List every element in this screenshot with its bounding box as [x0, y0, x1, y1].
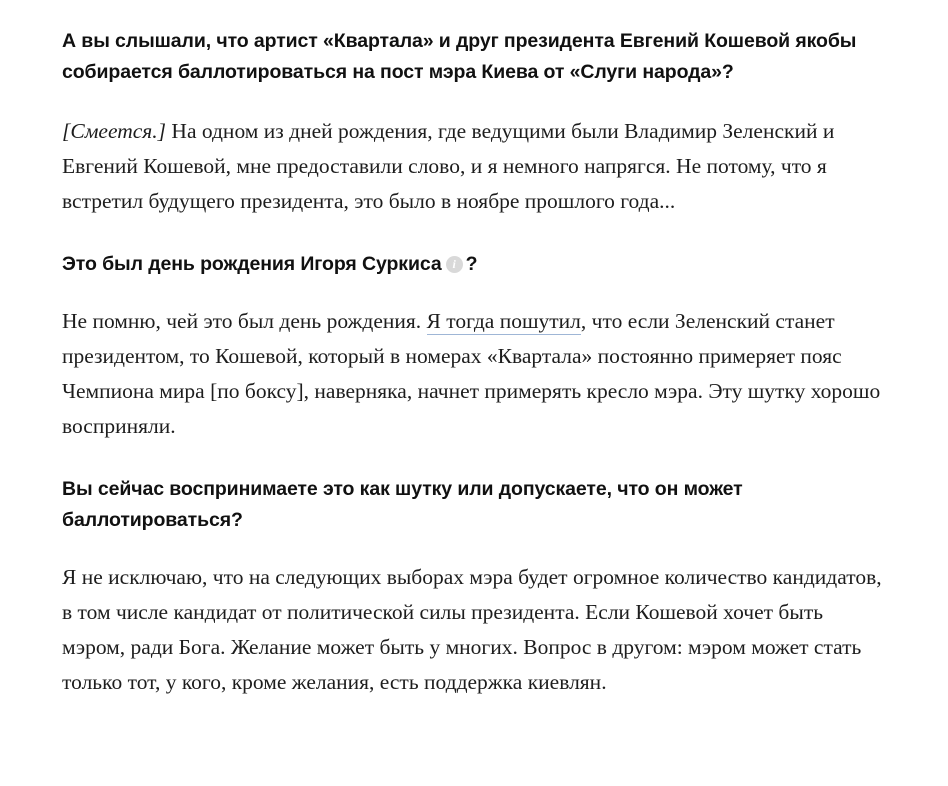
answer-3: Я не исключаю, что на следующих выборах мэра будет огромное количество кандидатов, в том числе кандидат от политической силы президента. Если Кошевой хочет быть мэром, ради Бога. Желание может быть у многих. Вопрос в другом: мэром может стать только тот, у кого, кроме желания, есть поддержка киевлян. [62, 565, 882, 694]
question-2-suffix: ? [465, 253, 478, 275]
info-icon[interactable]: i [446, 256, 463, 273]
answer-1-laughs-note: [Смеется.] [62, 119, 167, 143]
answer-1-text: На одном из дней рождения, где ведущими были Владимир Зеленский и Евгений Кошевой, мне предоставили слово, и я немного напрягся. Не потому, что я встретил будущего президента, это было в ноябре прошлого года... [62, 119, 835, 213]
inline-link-joke[interactable]: Я тогда пошутил [426, 309, 581, 333]
question-2 [62, 249, 884, 280]
question-1: А вы слышали, что артист «Квартала» и друг президента Евгений Кошевой якобы собирается баллотироваться на пост мэра Киева от «Слуги народа»? [62, 30, 857, 83]
question-2-text: Это был день рождения Игоря Суркиса [62, 253, 442, 275]
answer-1 [62, 114, 884, 219]
question-3: Вы сейчас воспринимаете это как шутку или допускаете, что он может баллотироваться? [62, 478, 743, 531]
answer-2 [62, 304, 884, 444]
article-body [62, 26, 884, 700]
answer-2-text-before: Не помню, чей это был день рождения. [62, 309, 427, 333]
answer-2-text-after: , что если Зеленский станет президентом, то Кошевой, который в номерах «Квартала» постоянно примеряет пояс Чемпиона мира [по боксу], наверняка, начнет примерять кресло мэра. Эту шутку хорошо восприняли. [62, 309, 881, 438]
